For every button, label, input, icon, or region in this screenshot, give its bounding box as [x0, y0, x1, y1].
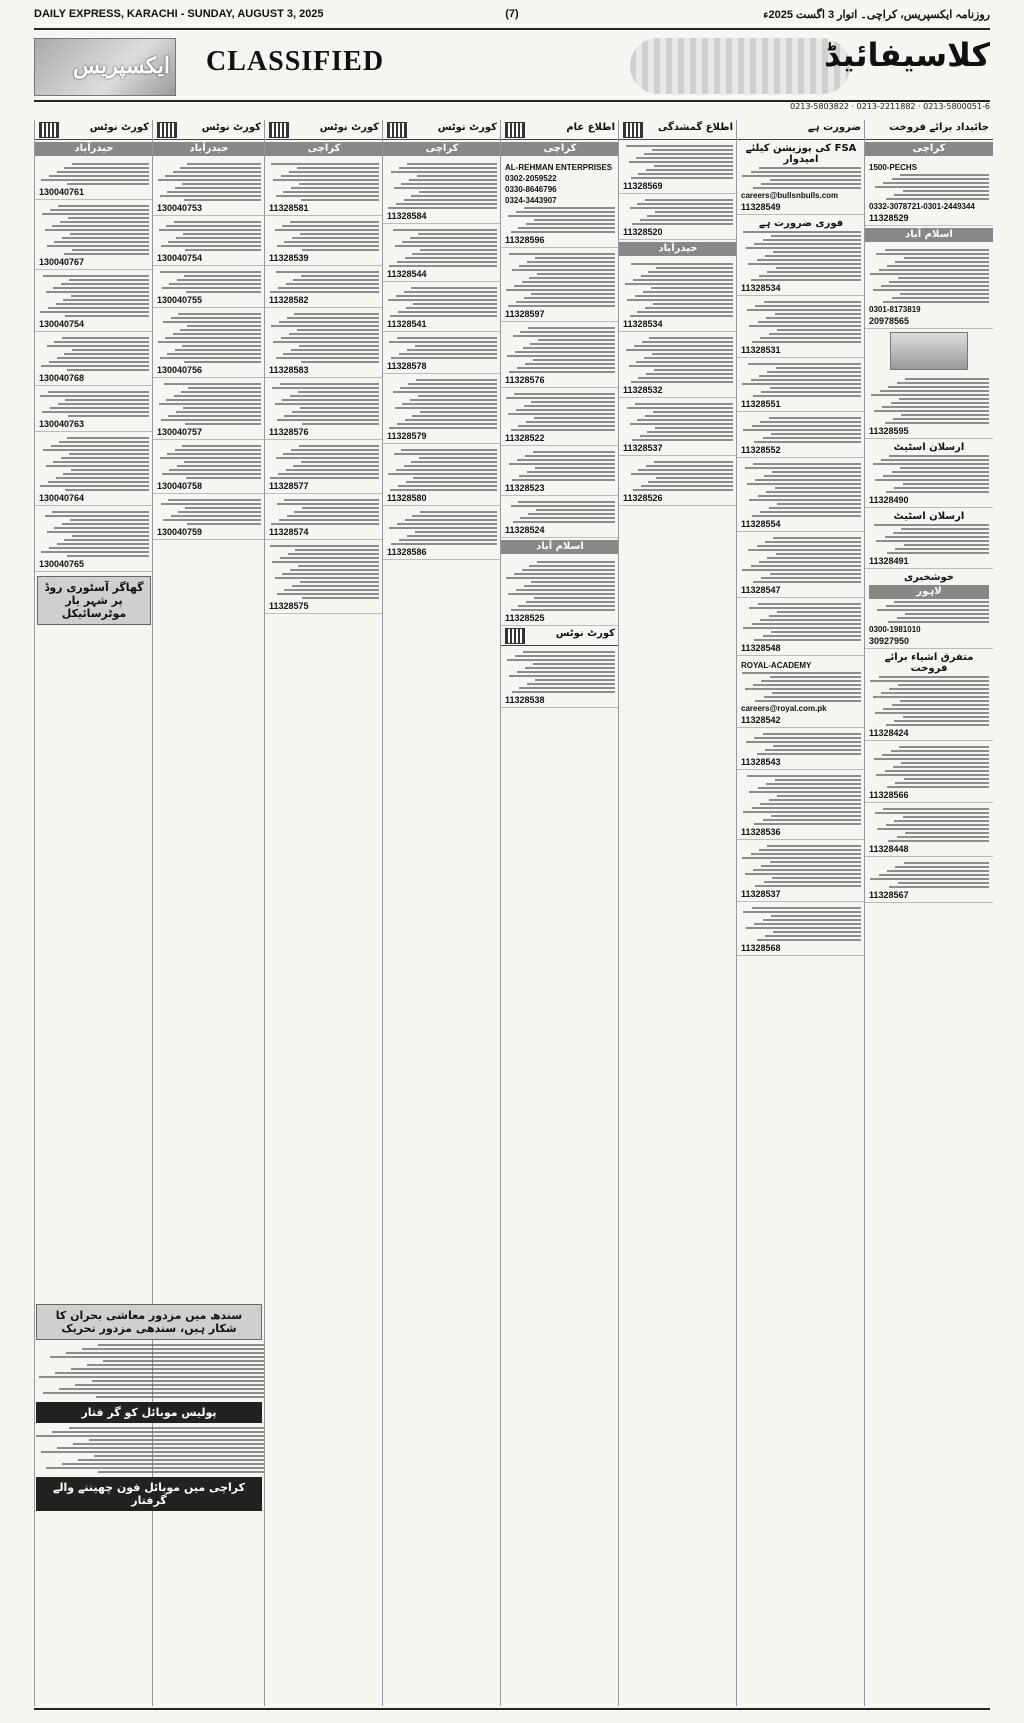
ad-item: 11328554 [737, 458, 865, 532]
ad-item: 11328569 [619, 140, 737, 194]
city-label: حیدرآباد [153, 142, 265, 156]
column-6 [618, 120, 737, 1706]
ad-item: 11328524 [501, 496, 619, 538]
ad-item: 11328576 [265, 378, 383, 440]
ad-item: 130040759 [153, 494, 265, 540]
ad-item: 11328568 [737, 902, 865, 956]
column-heading: کورٹ نوٹس [501, 626, 619, 646]
column-heading: ضرورت ہے [737, 120, 865, 140]
ad-item: 130040763 [35, 386, 153, 432]
header-date-en: DAILY EXPRESS, KARACHI - SUNDAY, AUGUST 3, 2025 [34, 8, 324, 20]
ad-item: 11328567 [865, 857, 993, 903]
ad-item: 11328583 [265, 308, 383, 378]
ad-item: 11328551 [737, 358, 865, 412]
column-heading: کورٹ نوٹس [265, 120, 383, 140]
ad-item: 11328595 [865, 373, 993, 439]
ad-item: 11328532 [619, 332, 737, 398]
city-label: کراچی [383, 142, 501, 156]
ad-item: 11328578 [383, 332, 501, 374]
express-logo: ایکسپریس [34, 38, 176, 96]
footer-rule [34, 1708, 990, 1710]
masthead [34, 34, 990, 100]
police-news-headline: پولیس موبائل کو گر فتار [36, 1402, 262, 1423]
ad-item: 130040767 [35, 200, 153, 270]
ad-item: 11328541 [383, 282, 501, 332]
city-label: حیدرآباد [35, 142, 153, 156]
ad-item: 130040761 [35, 158, 153, 200]
ad-item: ارسلان اسٹیٹ 11328491 [865, 508, 993, 569]
header-date-ur: روزنامہ ایکسپریس، کراچی۔ اتوار 3 اگست 2025ء [763, 9, 990, 21]
ad-item: 130040764 [35, 432, 153, 506]
column-heading: اطلاع گمشدگی [619, 120, 737, 140]
ad-item: 11328584 [383, 158, 501, 224]
classified-title-en: CLASSIFIED [206, 46, 385, 77]
ad-item: 11328581 [265, 158, 383, 216]
ad-item: 11328575 [265, 540, 383, 614]
ad-item: 130040753 [153, 158, 265, 216]
news-body [34, 1344, 264, 1398]
ad-item: 130040754 [35, 270, 153, 332]
column-heading: کورٹ نوٹس [383, 120, 501, 140]
column-heading: کورٹ نوٹس [35, 120, 153, 140]
city-label: کراچی [265, 142, 383, 156]
column-3 [264, 120, 383, 1706]
ad-item: 11328537 [737, 840, 865, 902]
ad-item: 11328539 [265, 216, 383, 266]
city-label: کراچی [865, 142, 993, 156]
ad-item: متفرق اشیاء برائے فروخت 11328424 [865, 649, 993, 741]
ad-item: 11328531 [737, 296, 865, 358]
motorcycle-news-headline: کراچی میں موبائل فون چھیننے والے گرفتار [36, 1477, 262, 1511]
city-label: اسلام آباد [865, 228, 993, 242]
ad-item: 11328548 [737, 598, 865, 656]
ad-item: 11328543 [737, 728, 865, 770]
ad-item: 11328577 [265, 440, 383, 494]
ad-item: 11328522 [501, 388, 619, 446]
ad-item: 11328538 [501, 646, 619, 708]
header-rule [34, 28, 990, 30]
ad-item: 11328574 [265, 494, 383, 540]
city-label: کراچی [501, 142, 619, 156]
city-label: حیدرآباد [619, 242, 737, 256]
column-8 [864, 120, 993, 1706]
column-7 [736, 120, 865, 1706]
ad-item: 11328544 [383, 224, 501, 282]
ad-item: 11328520 [619, 194, 737, 240]
contact-ticker: 0213-5800051-6 · 0213-2211882 · 0213-5803822 [790, 102, 990, 111]
ad-item: 0301-8173819 20978565 [865, 244, 993, 329]
ad-item: 11328525 [501, 556, 619, 626]
sindh-news-headline: سندھ میں مزدور معاشی بحران کا شکار ہیں، سندھی مزدور تحریک [36, 1304, 262, 1340]
ad-item: 11328552 [737, 412, 865, 458]
ad-item: خوشخبری لاہور 0300-1981010 30927950 [865, 569, 993, 649]
ad-item: 130040756 [153, 308, 265, 378]
ad-item: 130040755 [153, 266, 265, 308]
ad-item: 11328534 [619, 258, 737, 332]
page-number: (7) [505, 8, 519, 20]
column-heading: جائیداد برائے فروخت [865, 120, 993, 140]
ad-item: 1500-PECHS 0332-3078721-0301-2449344 11328529 [865, 158, 993, 226]
news-body [34, 1427, 264, 1473]
ad-item: 11328526 [619, 456, 737, 506]
ad-item: 11328582 [265, 266, 383, 308]
ad-item: 130040765 [35, 506, 153, 572]
column-heading: اطلاع عام [501, 120, 619, 140]
ad-item: 130040757 [153, 378, 265, 440]
ad-item: 11328547 [737, 532, 865, 598]
ad-item: 11328580 [383, 444, 501, 506]
ad-item: AL-REHMAN ENTERPRISES 0302-2059522 0330-8646796 0324-3443907 11328596 [501, 158, 619, 248]
column-5 [500, 120, 619, 1706]
ad-item: ROYAL-ACADEMY careers@royal.com.pk 11328542 [737, 656, 865, 728]
ad-item: 130040758 [153, 440, 265, 494]
classified-title-ur: کلاسیفائیڈ [823, 36, 990, 74]
news-box: گھاگر آسٹوری روڈ پر شہر یار موٹرسائیکل [37, 576, 151, 625]
classified-columns [34, 120, 992, 1706]
ad-item: FSA کی پوزیشن کیلئے امیدوار careers@bullsnbulls.com 11328549 [737, 140, 865, 215]
house-image [890, 332, 969, 370]
page-header [34, 6, 990, 26]
ad-item: فوری ضرورت ہے 11328534 [737, 215, 865, 296]
ad-item: 11328536 [737, 770, 865, 840]
column-heading: کورٹ نوٹس [153, 120, 265, 140]
ad-item: 130040768 [35, 332, 153, 386]
ad-item: 11328537 [619, 398, 737, 456]
ad-item: 11328566 [865, 741, 993, 803]
column-4 [382, 120, 501, 1706]
ad-item: 11328586 [383, 506, 501, 560]
ad-item: 130040754 [153, 216, 265, 266]
ad-item: 11328523 [501, 446, 619, 496]
city-label: اسلام آباد [501, 540, 619, 554]
ad-item: ارسلان اسٹیٹ 11328490 [865, 439, 993, 508]
news-block [34, 1300, 264, 1515]
banner-image [630, 38, 850, 94]
ad-item: 11328448 [865, 803, 993, 857]
ad-item: 11328597 [501, 248, 619, 322]
ad-item: 11328576 [501, 322, 619, 388]
ad-item: 11328579 [383, 374, 501, 444]
